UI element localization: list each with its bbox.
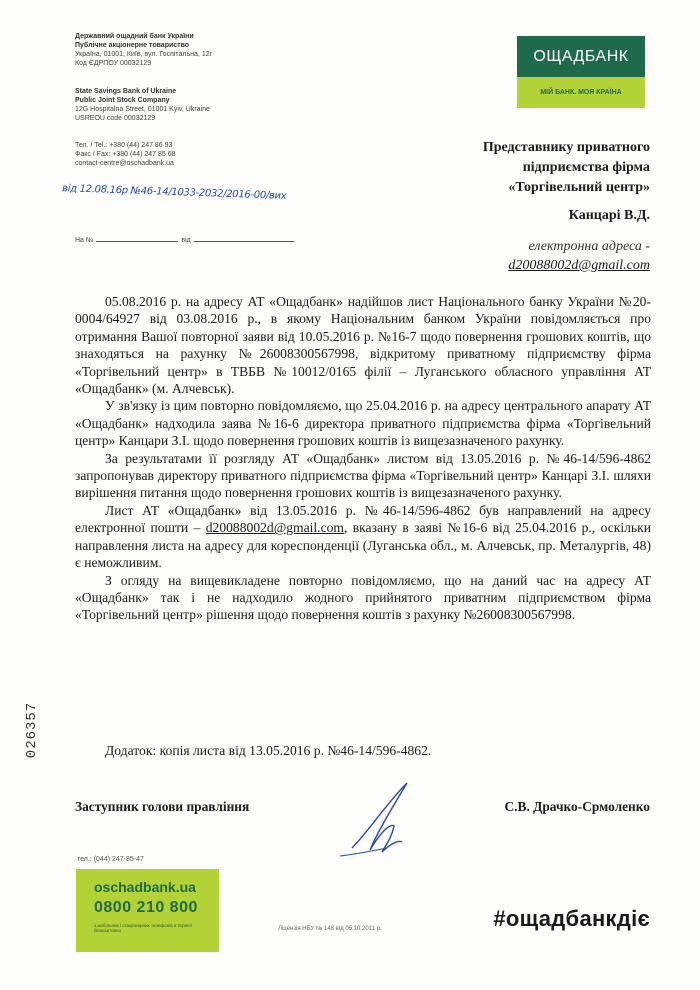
footer-hotline-note: з мобільних і стаціонарних телефонів в Україні безкоштовно [94, 923, 192, 933]
footer-site[interactable]: oschadbank.ua [94, 879, 196, 895]
recipient-email-link[interactable]: d20088002d@gmail.com [508, 258, 650, 273]
footer-license: Ліцензія НБУ № 148 від 05.10.2011 р. [278, 926, 382, 932]
company-type-en: Public Joint Stock Company [75, 97, 170, 104]
paragraph-4-start: Лист АТ «Ощадбанк» від 13.05.2016 р. №46-14/596-4862 був направлений на адресу електронної пошти – [75, 502, 651, 536]
paragraph-2: У зв'язку із цим повторно повідомляємо, що 25.04.2016 р. на адресу центрального апарату АТ «Ощадбанк» надходила заява №16-6 директора приватного підприємства фірма «Торгівельний центр» Канцари З.І. щодо повернення грошових коштів із вищезазначеного рахунку. [75, 398, 651, 449]
company-type-ua: Публічне акціонерне товариство [75, 42, 190, 49]
paragraph-3: За результатами її розгляду АТ «Ощадбанк» листом від 13.05.2016 р. №46-14/596-4862 запропонував директору приватного підприємства фірма «Торгівельний центр» Канцарі З.І. шляхи вирішення питання щодо повернення грошових коштів із вищезазначеного рахунку. [75, 450, 651, 501]
bank-tel: Тел. / Tel.: +380 (44) 247 86 93 [75, 142, 173, 149]
ref-from-label: від [181, 237, 191, 244]
paragraph-4 [75, 502, 651, 572]
bank-code-ua: Код ЄДРПОУ 00032129 [75, 60, 152, 67]
email-label: електронна адреса - [528, 239, 650, 254]
addressee-block [483, 138, 650, 198]
paragraph-5: З огляду на вищевикладене повторно повідомляємо, що на даний час на адресу АТ «Ощадбанк» так і не надходило жодного прийнятого приватним підприємством фірма «Торгівельний центр» рішення щодо повернення коштів з рахунку №26008300567998. [75, 572, 651, 623]
bank-email: contact-centre@oschadbank.ua [75, 160, 174, 167]
recipient-name: Канцарі В.Д. [568, 208, 650, 223]
addressee-line-2: підприємства фірма [522, 160, 650, 175]
signer-name: С.В. Драчко-Срмоленко [504, 799, 650, 814]
bank-code-en: USREOU code 00032129 [75, 115, 156, 122]
addressee-line-1: Представнику приватного [482, 140, 650, 155]
bank-contacts [75, 141, 176, 168]
ref-date-blank [194, 241, 294, 242]
bank-fax: Факс / Fax: +380 (44) 247 85 68 [75, 151, 176, 158]
footer-tel: тел.: (044) 247-85-47 [77, 856, 144, 863]
letter-body [75, 293, 651, 624]
registration-number-text: 026357 [24, 701, 41, 759]
registration-number [24, 690, 50, 770]
bank-header-ukrainian [75, 32, 212, 68]
handwritten-signature [332, 778, 422, 863]
handwritten-outgoing-number: від 12.08.16р №46-14/1033-2032/2016-00/вих [61, 183, 287, 202]
paragraph-4-email-link[interactable]: d20088002d@gmail.com [205, 520, 344, 536]
bank-header-english [75, 87, 210, 123]
bank-name-en: State Savings Bank of Ukraine [75, 88, 177, 95]
recipient-email-block [508, 237, 650, 275]
ref-no-blank [96, 241, 178, 242]
signer-position: Заступник голови правління [75, 799, 250, 814]
ref-no-label: На № [75, 237, 94, 244]
footer-contact-box [76, 869, 219, 952]
addressee-line-3: «Торгівельний центр» [508, 180, 650, 195]
footer-hotline: 0800 210 800 [94, 899, 198, 916]
bank-address-ua: Україна, 01001, Київ, вул. Госпітальна, 12г [75, 51, 213, 58]
bank-name-ua: Державний ощадний банк України [75, 33, 194, 40]
bank-address-en: 12G Hospitalna Street, 01001 Kyiv, Ukraine [75, 106, 210, 113]
oschadbank-logo [517, 36, 645, 108]
paragraph-1: 05.08.2016 р. на адресу АТ «Ощадбанк» надійшов лист Національного банку України №20-0004/64927 від 03.08.2016 р., в якому Національним банком України повідомляється про отримання Вашої повторної заяви від 10.05.2016 р. №16-7 щодо повернення грошових коштів, що знаходяться на рахунку №26008300567998, відкритому приватному підприємству фірма «Торгівельний центр» в ТВБВ №10012/0165 філії – Луганського обласного управління АТ «Ощадбанк» (м. Алчевськ). [75, 294, 651, 397]
reference-line [75, 237, 294, 244]
logo-slogan: МІЙ БАНК. МОЯ КРАЇНА [517, 77, 645, 108]
annex-note: Додаток: копія листа від 13.05.2016 р. №46-14/596-4862. [105, 743, 432, 758]
logo-name: ОЩАДБАНК [517, 36, 645, 77]
paragraph-4-end: , вказану в заяві №16-6 від 25.04.2016 р., оскільки направлення листа на адресу для кореспонденції (Луганська обл., м. Алчевськ, пр. Металургів, 48) є неможливим. [75, 520, 651, 571]
footer-hashtag: #ощадбанкдіє [493, 906, 650, 931]
